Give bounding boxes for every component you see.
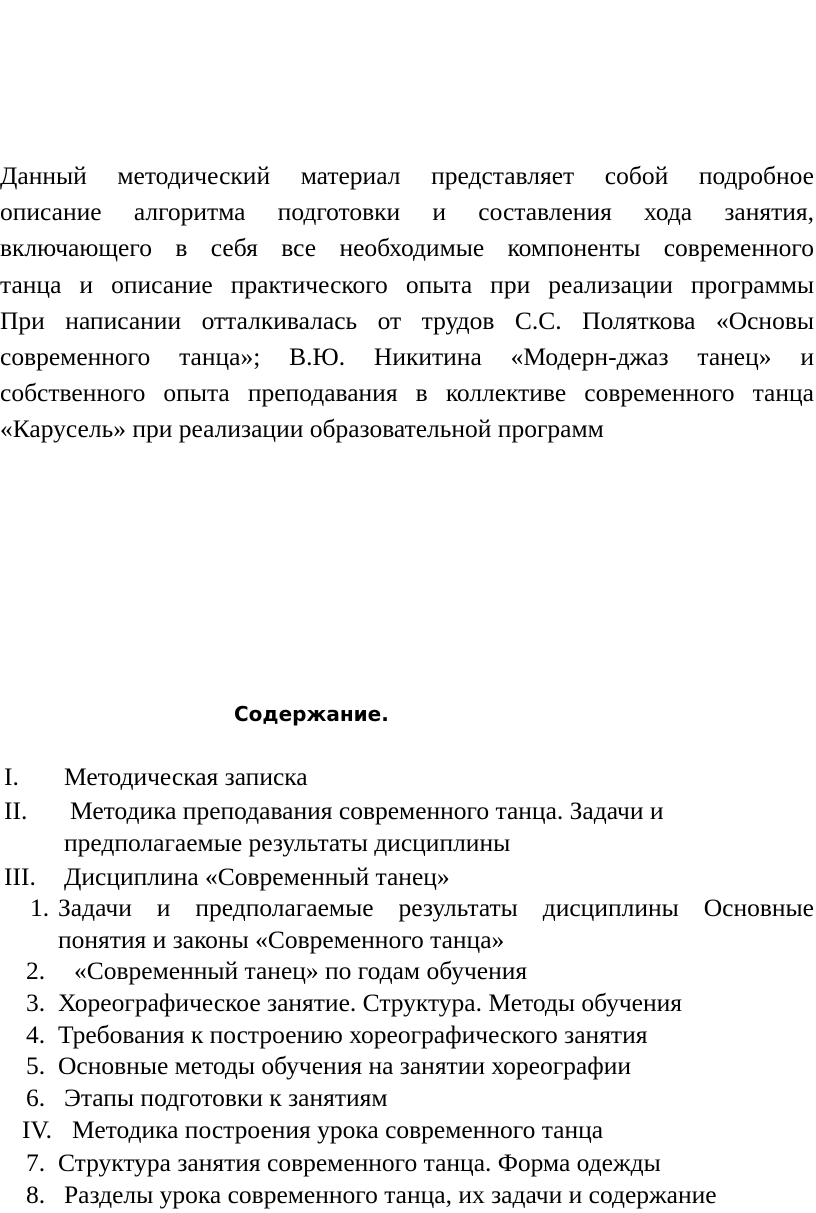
intro-line: современного танца»; В.Ю. Никитина «Модерн-джаз танец» и <box>0 342 814 372</box>
intro-line: включающего в себя все необходимые компоненты современного <box>0 233 814 263</box>
toc-item-number: 7. <box>26 1148 46 1177</box>
toc-item-text: Методика построения урока современного танца <box>72 1115 604 1144</box>
toc-item-number: 3. <box>26 988 46 1017</box>
toc-item-text: предполагаемые результаты дисциплины <box>64 828 511 857</box>
toc-item-number: 6. <box>26 1083 46 1112</box>
toc-item-text: Методика преподавания современного танца. Задачи и <box>70 796 664 825</box>
toc-item-text: Основные методы обучения на занятии хореографии <box>58 1051 632 1080</box>
toc-item-number: 5. <box>26 1051 46 1080</box>
toc-item-text: Дисциплина «Современный танец» <box>64 862 450 891</box>
intro-line: Данный методический материал представляет собой подробное <box>0 161 814 190</box>
toc-item-text: Этапы подготовки к занятиям <box>64 1083 388 1112</box>
toc-item-number: 4. <box>26 1020 46 1049</box>
toc-item-text: Разделы урока современного танца, их задачи и содержание <box>64 1180 717 1209</box>
toc-item-number: II. <box>4 796 28 825</box>
toc-title: Содержание. <box>234 702 389 726</box>
toc-item-text: Структура занятия современного танца. Форма одежды <box>58 1148 661 1177</box>
toc-item-text: понятия и законы «Современного танца» <box>58 925 505 954</box>
toc-item-text: Методическая записка <box>64 762 308 791</box>
toc-item-text: «Современный танец» по годам обучения <box>74 956 528 985</box>
intro-paragraph <box>0 158 814 448</box>
intro-line: описание алгоритма подготовки и составления хода занятия, <box>0 197 814 227</box>
toc-item-text: Задачи и предполагаемые результаты дисциплины Основные <box>58 893 814 922</box>
toc-item-number: III. <box>4 862 36 891</box>
intro-line: собственного опыта преподавания в коллективе современного танца <box>0 378 814 408</box>
toc-item-text: Хореографическое занятие. Структура. Методы обучения <box>58 988 682 1017</box>
toc-item-text: Требования к построению хореографического занятия <box>58 1020 648 1049</box>
intro-line: При написании отталкивалась от трудов С.С. Поляткова «Основы <box>0 305 814 335</box>
toc-item-number: I. <box>4 762 19 791</box>
intro-line: «Карусель» при реализации образовательной программ <box>0 414 604 444</box>
toc-item-number: 2. <box>26 956 46 985</box>
toc-item-number: 1. <box>30 893 50 922</box>
intro-line: танца и описание практического опыта при реализации программы <box>0 269 814 299</box>
toc-item-number: 8. <box>26 1180 46 1209</box>
toc-item-number: IV. <box>22 1115 52 1144</box>
